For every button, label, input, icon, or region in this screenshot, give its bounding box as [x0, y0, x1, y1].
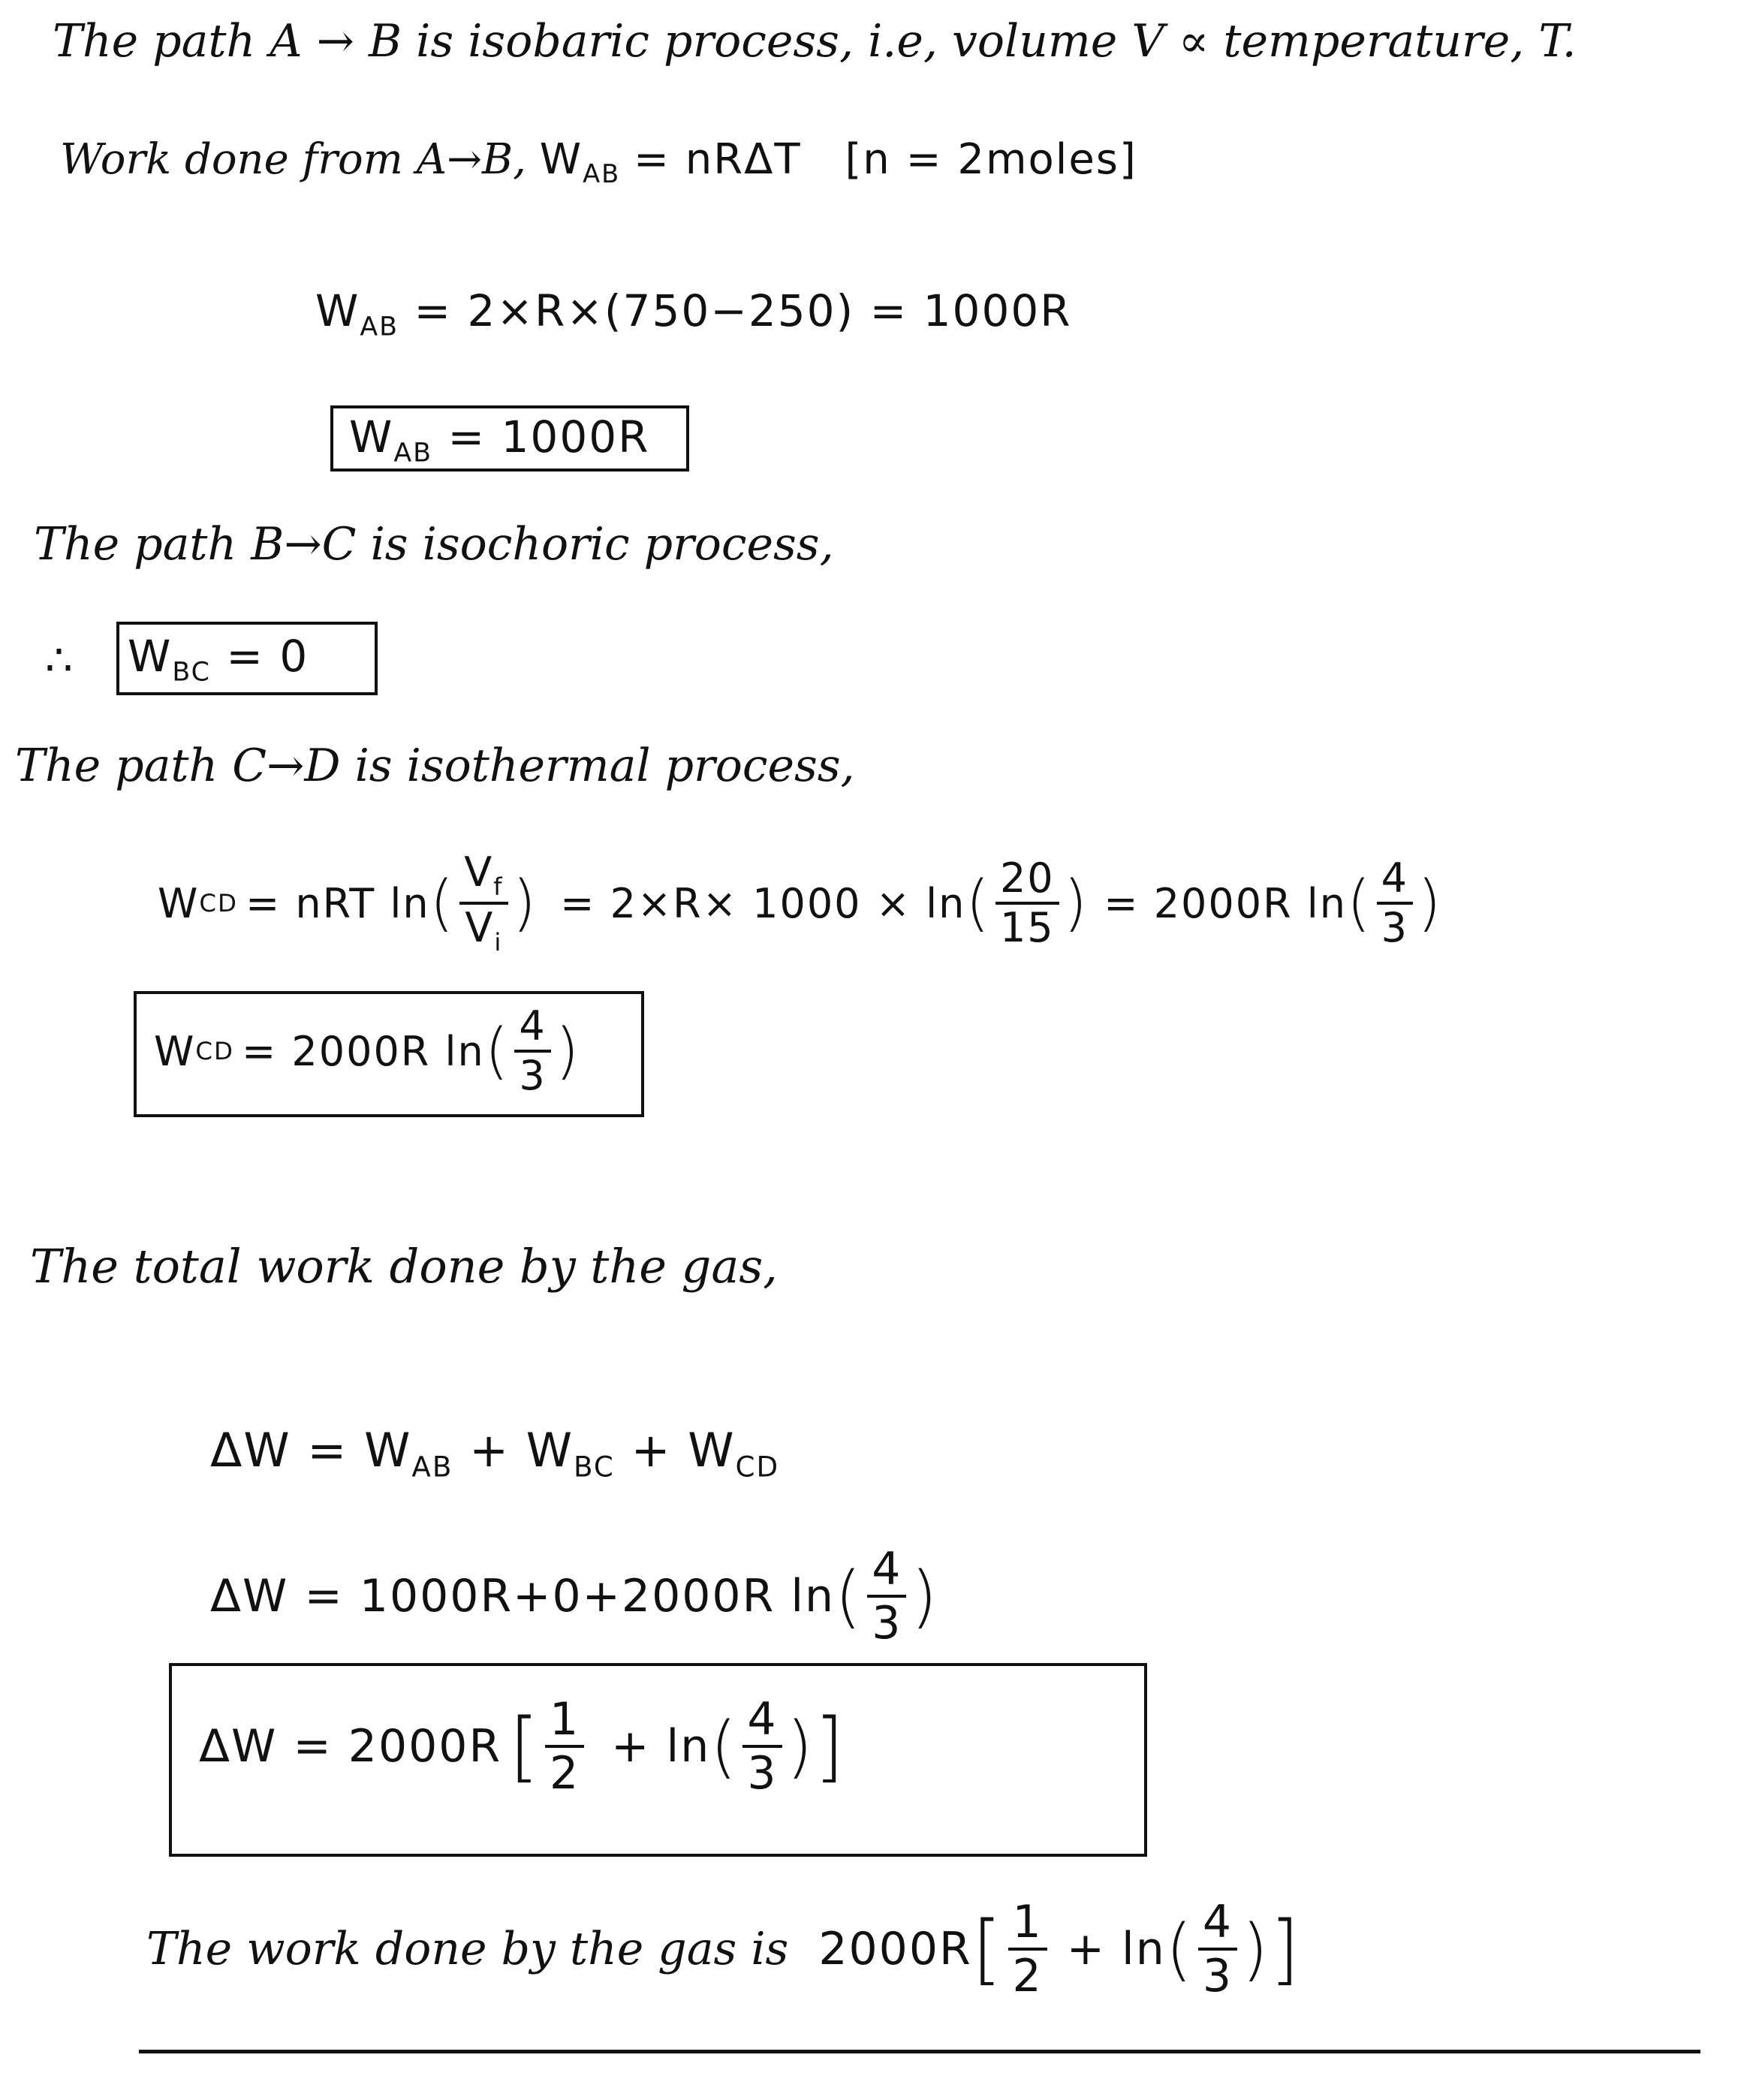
final-answer-underline: [139, 2050, 1700, 2053]
work-ab-intro: Work done from A→B,: [60, 135, 526, 184]
work-bc-result: $W_{BC} = 0$: [128, 631, 309, 688]
work-ab-formula: [60, 135, 1137, 188]
work-ab-result: $W_{AB} = 1000R$: [349, 411, 650, 469]
isobaric-statement: The path A → B is isobaric process, i.e, volume V ∝ temperature, T.: [53, 15, 1577, 68]
work-cd-result: W CD = 2000R ln ( $\frac{4}{3}$ ): [154, 1002, 581, 1099]
four-thirds-fraction: $\frac{4}{3}$: [1377, 858, 1413, 948]
total-work-sum: $\Delta W = W_{AB} + W_{BC} + W_{CD}$: [210, 1423, 780, 1484]
twenty-over-fifteen-fraction: $\frac{20}{15}$: [995, 858, 1059, 948]
work-ab-expression: = nRΔT: [634, 135, 802, 184]
final-answer: The work done by the gas is 2000R [ $\frac{1}{2}$ + ln ( $\frac{4}{3}$ ) ]: [146, 1896, 1301, 2002]
moles-note: [n = 2moles]: [845, 135, 1137, 184]
therefore-symbol: ∴: [45, 634, 74, 685]
total-work-statement: The total work done by the gas,: [30, 1239, 778, 1294]
isochoric-statement: The path B→C is isochoric process,: [34, 518, 834, 571]
isothermal-statement: The path C→D is isothermal process,: [15, 740, 855, 792]
total-work-result: ΔW = 2000R [ $\frac{1}{2}$ + ln ( $\frac{4}{3}$ ) ]: [199, 1693, 846, 1800]
work-ab-symbol: $W_{AB}$: [539, 135, 621, 189]
work-cd-calculation: W CD = nRT ln ( $\frac{V_f}{V_i}$ ) = 2×R× 1000 × ln ( $\frac{20}{15}$ ) = 2000R ln ( $\frac{4}{3}$ ): [158, 848, 1443, 957]
volume-ratio-fraction: $\frac{V_f}{V_i}$: [459, 852, 508, 954]
total-work-substitution: ΔW = 1000R+0+2000R ln ( $\frac{4}{3}$ ): [210, 1543, 939, 1650]
work-ab-calculation: $W_{AB} = 2\times R\times(750-250) = 1000R$: [315, 285, 1072, 342]
